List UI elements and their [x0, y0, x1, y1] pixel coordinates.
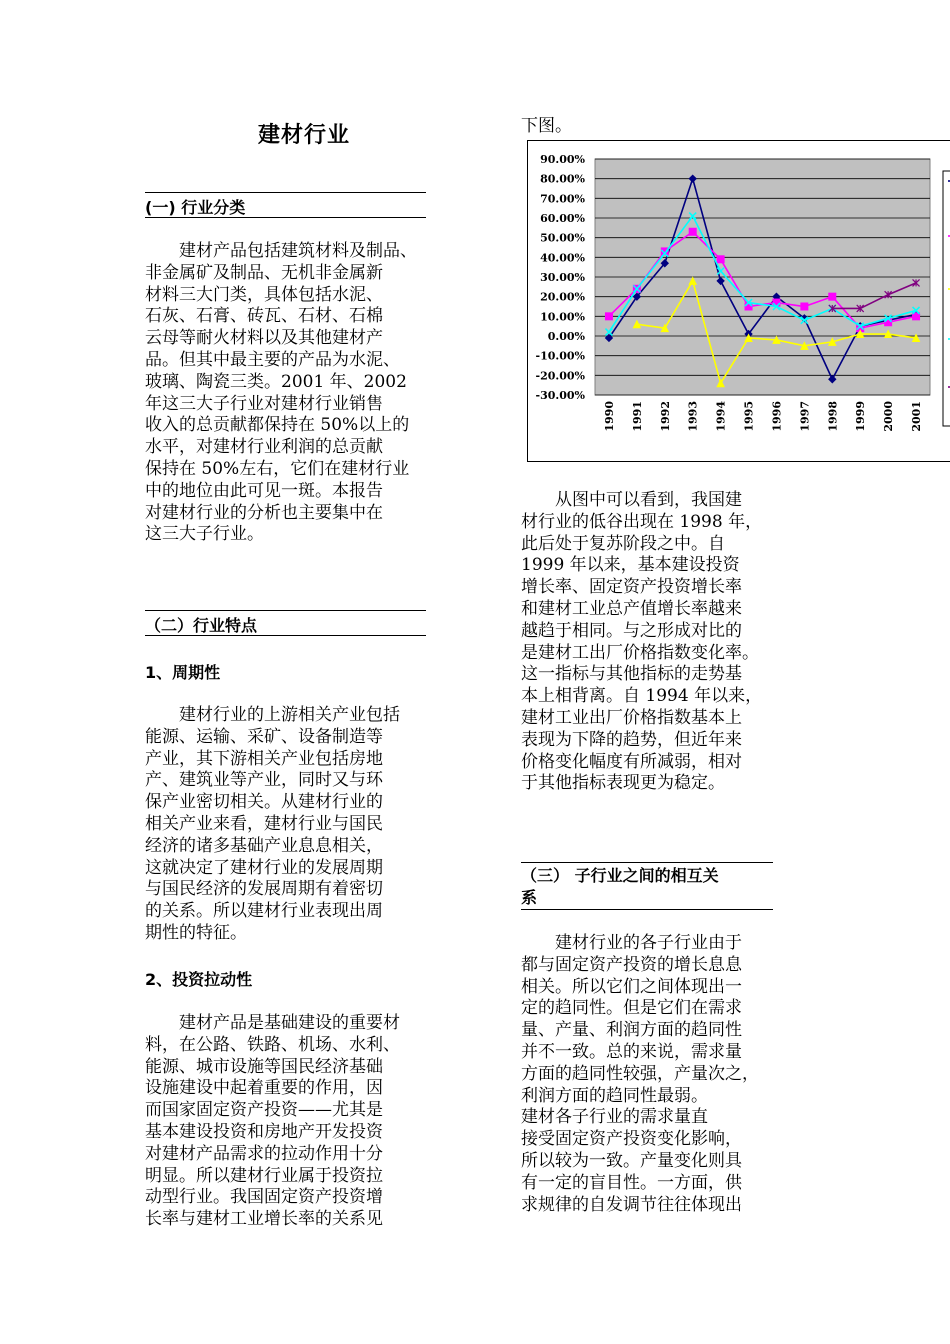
y-tick-label: 20.00%	[540, 290, 585, 304]
paragraph-cyclical: 建材行业的上游相关产业包括 能源、运输、采矿、设备制造等 产业，其下游相关产业包括房地 产、建筑业等产业，同时又与环 保产业密切相关。从建材行业的 相关产业来看，建材行业与国民 经济的诸多基础产业息息相关， 这就决定了建材行业的发展周期 与国民经济的发展周期有着密切 的关系。所以建材行业表现出周 期性的特征。	[145, 705, 400, 943]
paragraph-subsector-relations: 建材行业的各子行业由于 都与固定资产投资的增长息息 相关。所以它们之间体现出一 定的趋同性。但是它们在需求 量、产量、利润方面的趋同性 并不一致。总的来说，需求量 方面的趋同性较强，产量次之， 利润方面的趋同性最弱。 建材各子行业的需求量直 接受固定资产投资变化影响， 所以较为一致。产量变化则具 有一定的盲目性。一方面，供 求规律的自发调节往往体现出	[521, 933, 759, 1215]
x-tick-label: 2000	[882, 401, 896, 432]
data-point	[689, 228, 696, 235]
subheading-cyclical: 1、周期性	[145, 663, 221, 682]
x-tick-label: 1998	[826, 401, 840, 432]
y-tick-label: -10.00%	[535, 349, 585, 363]
paragraph-classification: 建材产品包括建筑材料及制品、 非金属矿及制品、无机非金属新 材料三大门类，具体包括水泥、 石灰、石膏、砖瓦、石材、石棉 云母等耐火材料以及其他建材产 品。但其中最主要的产品为水泥、 玻璃、陶瓷三类。2001 年、2002 年这三大子行业对建材行业销售 收入的总贡献都保持在 50%以上的 水平，对建材行业利润的总贡献 保持在 50%左右，它们在建材行业 中的地位由此可见一斑。本报告 对建材行业的分析也主要集中在 这三大子行业。	[145, 241, 417, 545]
y-tick-label: -20.00%	[535, 369, 585, 383]
x-tick-label: 1991	[630, 401, 644, 432]
y-tick-label: 90.00%	[540, 153, 585, 166]
x-tick-label: 1996	[770, 401, 784, 432]
y-tick-label: 40.00%	[540, 251, 585, 265]
data-point	[801, 303, 808, 310]
page-title: 建材行业	[258, 123, 351, 148]
growth-rate-chart	[527, 140, 950, 462]
y-tick-label: 30.00%	[540, 271, 585, 284]
data-point	[829, 293, 836, 300]
x-tick-label: 1993	[686, 401, 700, 432]
x-tick-label: 1992	[658, 401, 672, 432]
x-tick-label: 1990	[602, 401, 616, 432]
y-tick-label: 70.00%	[540, 192, 585, 206]
x-tick-label: 2001	[910, 401, 924, 432]
y-tick-label: 80.00%	[540, 172, 585, 186]
section-heading-characteristics: （二）行业特点	[145, 610, 426, 636]
paragraph-lead: 下图。	[521, 116, 572, 136]
x-tick-label: 1999	[854, 401, 868, 432]
y-tick-label: -30.00%	[535, 389, 585, 402]
paragraph-investment-driven: 建材产品是基础建设的重要材 料，在公路、铁路、机场、水利、 能源、城市设施等国民经济基础 设施建设中起着重要的作用，因 而国家固定资产投资——尤其是 基本建设投资和房地产开发投资 对建材产品需求的拉动作用十分 明显。所以建材行业属于投资拉 动型行业。我国固定资产投资增 长率与建材工业增长率的关系见	[145, 1013, 400, 1230]
x-tick-label: 1994	[714, 401, 728, 432]
chart-svg	[528, 141, 950, 461]
y-tick-label: 0.00%	[547, 330, 585, 343]
y-tick-label: 60.00%	[540, 212, 585, 225]
x-tick-label: 1995	[742, 401, 756, 432]
subheading-investment-driven: 2、投资拉动性	[145, 970, 253, 989]
data-point	[605, 313, 612, 320]
x-tick-label: 1997	[798, 401, 812, 432]
paragraph-trend-analysis: 从图中可以看到，我国建 材行业的低谷出现在 1998 年， 此后处于复苏阶段之中。自 1999 年以来，基本建设投资 增长率、固定资产投资增长率 和建材工业总产值增长率越来 越趋于相同。与之形成对比的 是建材工出厂价格指数变化率。 这一指标与其他指标的走势基 本上相背离。自 1994 年以来， 建材工业出厂价格指数基本上 表现为下降的趋势，但近年来 价格变化幅度有所减弱，相对 于其他指标表现更为稳定。	[521, 490, 763, 794]
y-tick-label: 10.00%	[540, 310, 585, 324]
section-heading-subsector-relations: （三） 子行业之间的相互关 系	[521, 862, 773, 910]
y-tick-label: 50.00%	[540, 231, 585, 245]
section-heading-classification: (一) 行业分类	[145, 192, 426, 218]
data-point	[717, 256, 724, 263]
